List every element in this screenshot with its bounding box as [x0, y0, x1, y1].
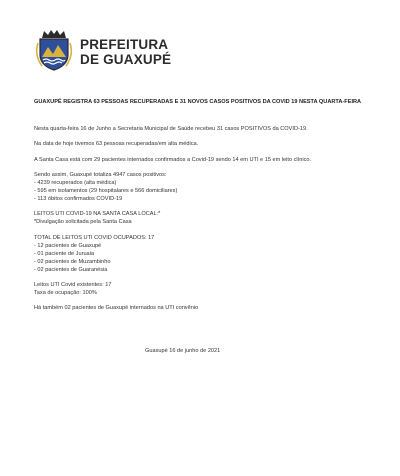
totals-recovered: - 4239 recuperados (alta médica) [34, 180, 117, 186]
icu-occupancy-rate: Taxa de ocupação: 100% [34, 290, 97, 296]
icu-guaranesia: - 02 pacientes de Guaranésia [34, 267, 108, 273]
prefeitura-logo [34, 29, 204, 71]
paragraph-santa-casa: A Santa Casa está com 29 pacientes internados confirmados a Covid-19 sendo 14 em UTI e 15 em leito clínico. [34, 157, 312, 163]
brand-line-2: DE GUAXUPÉ [80, 52, 172, 67]
brand-line-1: PREFEITURA [80, 37, 169, 52]
icu-section-note: *Divulgação solicitada pela Santa Casa [34, 219, 132, 225]
paragraph-recovered: Na data de hoje tivemos 63 pessoas recuperadas/em alta médica. [34, 141, 199, 147]
icu-guaxupe: - 12 pacientes de Guaxupé [34, 243, 102, 249]
paragraph-new-cases: Nesta quarta-feira 16 de Junho a Secretaria Municipal de Saúde recebeu 31 casos POSITIVOS da COVID-19. [34, 126, 308, 132]
signature-date: Guaxupé 16 de junho de 2021 [145, 348, 221, 354]
icu-total-occupied: TOTAL DE LEITOS UTI COVID OCUPADOS: 17 [34, 235, 155, 241]
totals-intro: Sendo assim, Guaxupé totaliza 4947 casos positivos: [34, 172, 167, 178]
icu-muzambinho: - 02 pacientes de Muzambinho [34, 259, 111, 265]
icu-section-title: LEITOS UTI COVID-19 NA SANTA CASA LOCAL:* [34, 211, 161, 217]
headline: GUAXUPÉ REGISTRA 63 PESSOAS RECUPERADAS E 31 NOVOS CASOS POSITIVOS DA COVID 19 NESTA QUARTA-FEIRA [34, 99, 362, 105]
icu-juruaia: - 01 paciente de Juruaia [34, 251, 95, 257]
totals-deaths: - 113 óbitos confirmados COVID-19 [34, 196, 123, 202]
icu-existing-beds: Leitos UTI Covid existentes: 17 [34, 282, 112, 288]
totals-isolation: - 595 em isolamentos (29 hospitalares e 566 domiciliares) [34, 188, 178, 194]
city-crest-icon [34, 29, 74, 71]
paragraph-private-icu: Há também 02 pacientes de Guaxupé internados na UTI convênio [34, 305, 199, 311]
